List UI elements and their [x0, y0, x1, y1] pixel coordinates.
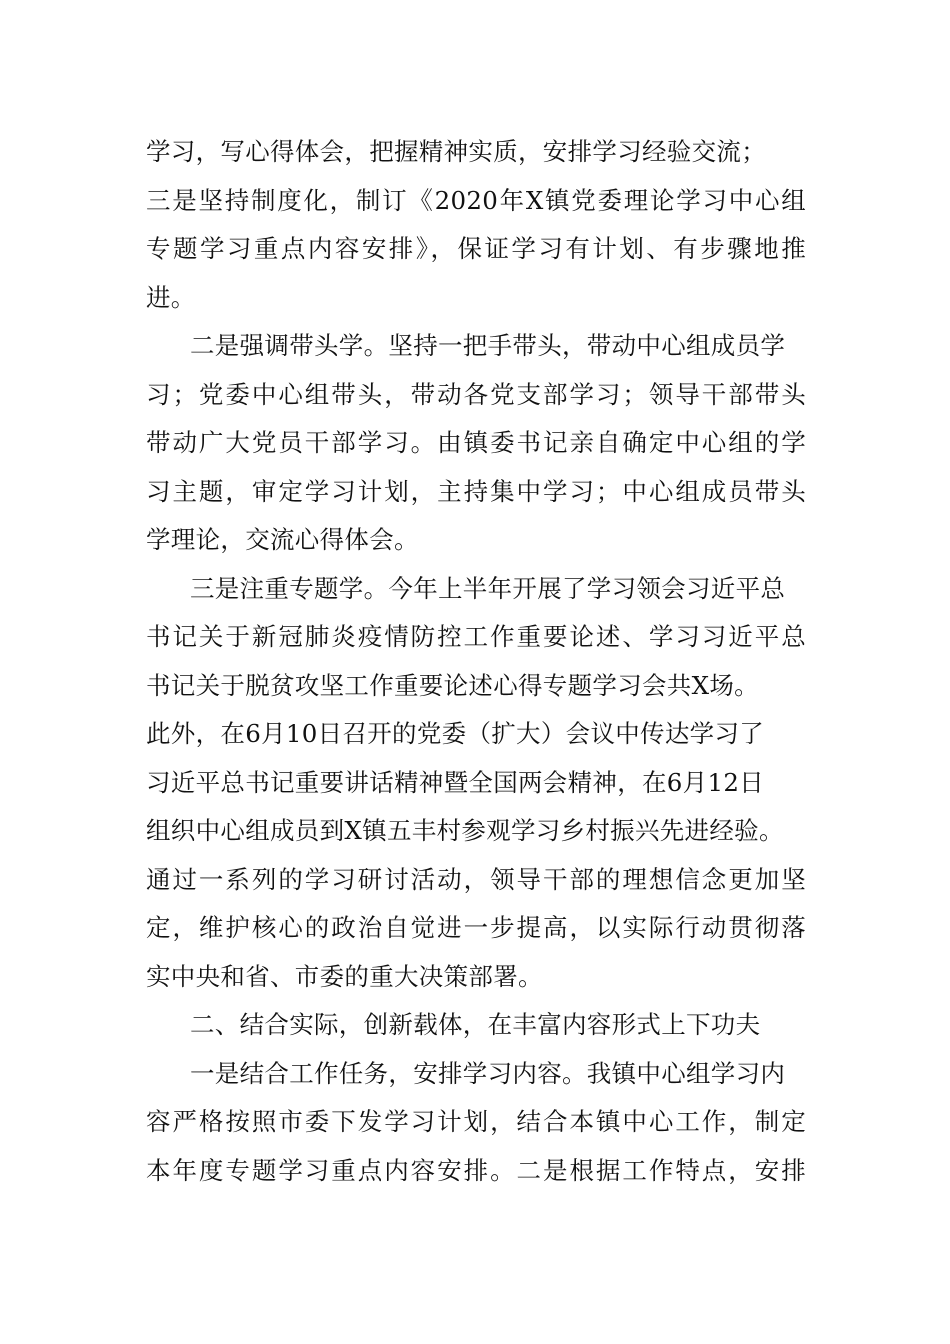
section-heading: 二、结合实际，创新载体，在丰富内容形式上下功夫: [190, 1010, 761, 1039]
text-line: 专题学习重点内容安排》，保证学习有计划、有步骤地推: [146, 234, 806, 263]
text-line: 三是坚持制度化，制订《2020年X镇党委理论学习中心组: [146, 185, 806, 215]
text-line: 实中央和省、市委的重大决策部署。: [146, 961, 543, 991]
text-line: 习主题，审定学习计划，主持集中学习；中心组成员带头: [146, 476, 806, 506]
text-line: 书记关于新冠肺炎疫情防控工作重要论述、学习习近平总: [146, 622, 806, 651]
text-line: 带动广大党员干部学习。由镇委书记亲自确定中心组的学: [146, 428, 806, 457]
text-line: 书记关于脱贫攻坚工作重要论述心得专题学习会共X场。: [146, 670, 759, 700]
text-line: 本年度专题学习重点内容安排。二是根据工作特点，安排: [146, 1155, 806, 1185]
text-line: 学习，写心得体会，把握精神实质，安排学习经验交流；: [146, 137, 766, 166]
text-line: 学理论，交流心得体会。: [146, 525, 419, 554]
text-line: 习；党委中心组带头，带动各党支部学习；领导干部带头: [146, 379, 806, 409]
text-line: 容严格按照市委下发学习计划，结合本镇中心工作，制定: [146, 1107, 806, 1136]
paragraph-first-line: 三是注重专题学。今年上半年开展了学习领会习近平总: [190, 573, 786, 603]
text-line: 习近平总书记重要讲话精神暨全国两会精神，在6月12日: [146, 767, 765, 797]
text-line: 组织中心组成员到X镇五丰村参观学习乡村振兴先进经验。: [146, 816, 784, 845]
text-line: 进。: [146, 282, 196, 312]
body-text: [146, 128, 806, 1195]
paragraph-first-line: 二是强调带头学。坚持一把手带头，带动中心组成员学: [190, 331, 786, 360]
text-line: 通过一系列的学习研讨活动，领导干部的理想信念更加坚: [146, 864, 806, 894]
paragraph-first-line: 一是结合工作任务，安排学习内容。我镇中心组学习内: [190, 1058, 786, 1088]
text-line: 定，维护核心的政治自觉进一步提高，以实际行动贯彻落: [146, 913, 806, 942]
text-line: 此外，在6月10日召开的党委（扩大）会议中传达学习了: [146, 719, 765, 748]
